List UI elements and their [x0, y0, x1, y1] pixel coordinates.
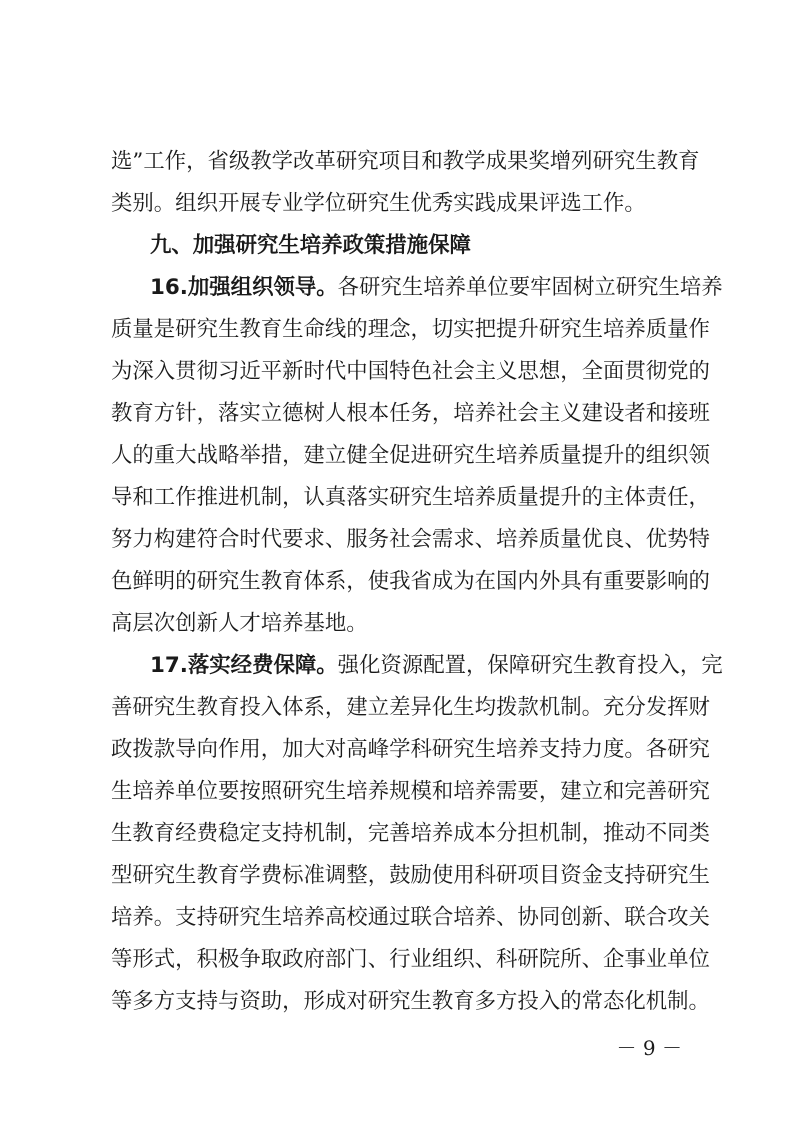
section-heading: [0, 226, 793, 266]
line-text: 为深入贯彻习近平新时代中国特色社会主义思想，全面贯彻党的: [111, 359, 710, 384]
body-line: [0, 520, 793, 560]
line-text: 政拨款导向作用，加大对高峰学科研究生培养支持力度。各研究: [111, 737, 710, 762]
line-text: 善研究生教育投入体系，建立差异化生均拨款机制。充分发挥财: [111, 695, 710, 720]
line-text: 质量是研究生教育生命线的理念，切实把提升研究生培养质量作: [111, 317, 710, 342]
line-text: 等形式，积极争取政府部门、行业组织、科研院所、企事业单位: [111, 947, 710, 972]
body-line: [0, 184, 793, 224]
body-line: [0, 562, 793, 602]
body-line: [0, 730, 793, 770]
line-text: 生教育经费稳定支持机制，完善培养成本分担机制，推动不同类: [111, 821, 710, 846]
line-text: 类别。组织开展专业学位研究生优秀实践成果评选工作。: [111, 191, 646, 216]
line-text: 教育方针，落实立德树人根本任务，培养社会主义建设者和接班: [111, 401, 710, 426]
heading-text: 九、加强研究生培养政策措施保障: [150, 233, 471, 258]
body-line: [0, 352, 793, 392]
line-text: 生培养单位要按照研究生培养规模和培养需要，建立和完善研究: [111, 779, 710, 804]
body-line: [0, 940, 793, 980]
line-text: 强化资源配置，保障研究生教育投入，完: [337, 653, 723, 678]
line-text: 各研究生培养单位要牢固树立研究生培养: [337, 275, 723, 300]
item-16-title: 16.加强组织领导。: [150, 275, 338, 300]
body-line: [0, 310, 793, 350]
line-text: 选”工作，省级教学改革研究项目和教学成果奖增列研究生教育: [111, 149, 700, 174]
body-line: [0, 394, 793, 434]
body-line: [0, 478, 793, 518]
page-number: － 9 －: [616, 1036, 682, 1060]
line-text: 高层次创新人才培养基地。: [111, 611, 368, 636]
line-text: 色鲜明的研究生教育体系，使我省成为在国内外具有重要影响的: [111, 569, 710, 594]
body-line: [0, 604, 793, 644]
line-text: 导和工作推进机制，认真落实研究生培养质量提升的主体责任，: [111, 485, 710, 510]
body-line: [0, 814, 793, 854]
body-line: [0, 898, 793, 938]
item-17-title: 17.落实经费保障。: [150, 653, 338, 678]
line-text: 人的重大战略举措，建立健全促进研究生培养质量提升的组织领: [111, 443, 710, 468]
paragraph-17-first-line: [0, 646, 793, 686]
body-line: [0, 982, 793, 1022]
body-line: [0, 142, 793, 182]
line-text: 培养。支持研究生培养高校通过联合培养、协同创新、联合攻关: [111, 905, 710, 930]
body-line: [0, 688, 793, 728]
line-text: 努力构建符合时代要求、服务社会需求、培养质量优良、优势特: [111, 527, 710, 552]
line-text: 型研究生教育学费标准调整，鼓励使用科研项目资金支持研究生: [111, 863, 710, 888]
paragraph-16-first-line: [0, 268, 793, 308]
body-line: [0, 772, 793, 812]
line-text: 等多方支持与资助，形成对研究生教育多方投入的常态化机制。: [111, 989, 710, 1014]
body-line: [0, 436, 793, 476]
body-line: [0, 856, 793, 896]
